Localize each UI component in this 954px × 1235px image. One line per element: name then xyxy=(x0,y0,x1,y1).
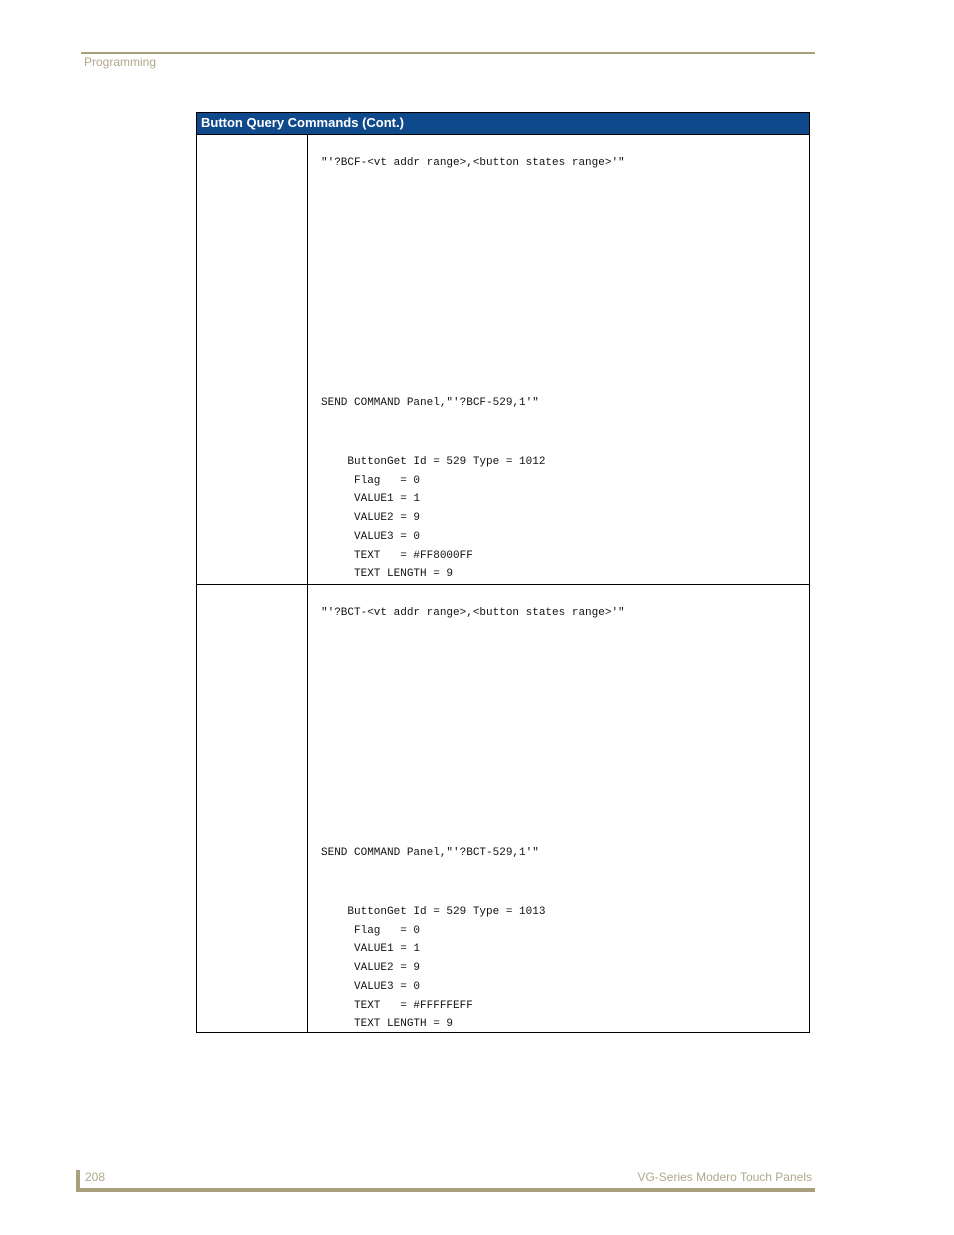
command-syntax: "'?BCT-<vt addr range>,<button states range>'" xyxy=(321,607,625,619)
page-number: 208 xyxy=(85,1170,106,1184)
header-rule xyxy=(81,52,815,54)
command-example: SEND COMMAND Panel,"'?BCT-529,1'" xyxy=(321,847,539,859)
command-name-cell xyxy=(197,135,308,584)
command-description-cell xyxy=(308,135,809,584)
footer-rule xyxy=(76,1188,815,1192)
command-example: SEND COMMAND Panel,"'?BCF-529,1'" xyxy=(321,397,539,409)
command-description-cell xyxy=(308,585,809,1032)
table-title: Button Query Commands (Cont.) xyxy=(197,113,809,135)
command-response: ButtonGet Id = 529 Type = 1012 Flag = 0 VALUE1 = 1 VALUE2 = 9 VALUE3 = 0 TEXT = #FF8000FF TEXT LENGTH = 9 xyxy=(347,456,546,581)
table-row xyxy=(197,135,809,584)
table-row xyxy=(197,584,809,1032)
footer-document-title: VG-Series Modero Touch Panels xyxy=(637,1170,812,1184)
command-name-cell xyxy=(197,585,308,1032)
header-section-label: Programming xyxy=(84,55,157,69)
button-query-commands-table xyxy=(196,112,810,1033)
command-syntax: "'?BCF-<vt addr range>,<button states range>'" xyxy=(321,157,625,169)
command-response: ButtonGet Id = 529 Type = 1013 Flag = 0 VALUE1 = 1 VALUE2 = 9 VALUE3 = 0 TEXT = #FFFFFEFF TEXT LENGTH = 9 xyxy=(347,906,546,1031)
